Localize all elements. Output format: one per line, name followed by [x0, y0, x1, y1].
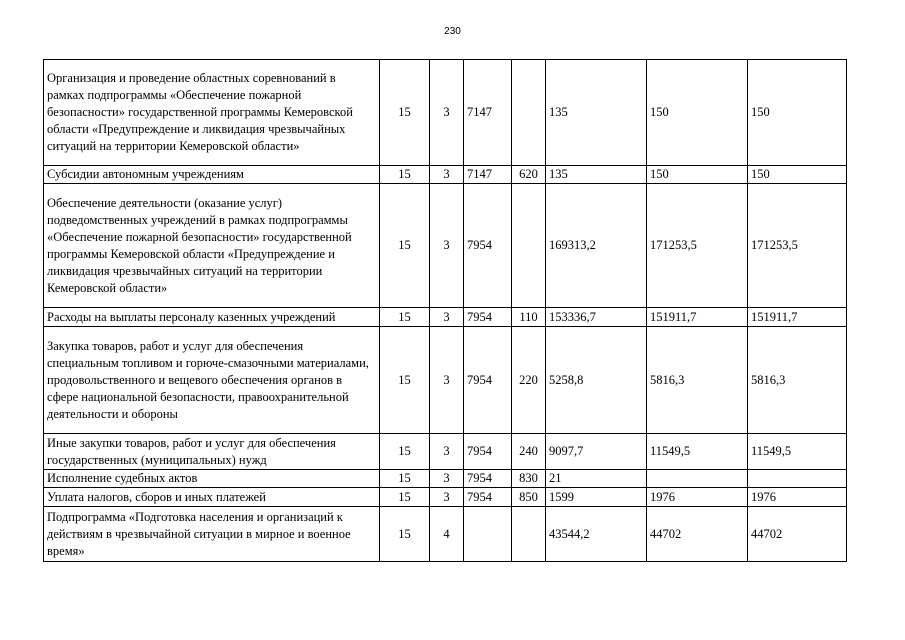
section-code: 3 — [430, 488, 464, 507]
section-code: 3 — [430, 327, 464, 434]
amount-year-1: 5258,8 — [546, 327, 647, 434]
amount-year-1: 153336,7 — [546, 308, 647, 327]
expense-type-code — [512, 60, 546, 166]
expense-type-code: 240 — [512, 434, 546, 470]
expense-type-code: 220 — [512, 327, 546, 434]
amount-year-2: 44702 — [647, 507, 748, 562]
ministry-code: 15 — [380, 184, 430, 308]
table-row — [44, 434, 847, 470]
amount-year-2: 150 — [647, 60, 748, 166]
target-article-code — [464, 507, 512, 562]
row-name: Иные закупки товаров, работ и услуг для обеспечения государственных (муниципальных) нужд — [44, 434, 380, 470]
amount-year-2 — [647, 470, 748, 488]
section-code: 3 — [430, 470, 464, 488]
row-name: Организация и проведение областных соревнований в рамках подпрограммы «Обеспечение пожарной безопасности» государственной программы Кемеровской области «Предупреждение и ликвидация чрезвычайных ситуаций на территории Кемеровской области» — [44, 60, 380, 166]
section-code: 3 — [430, 308, 464, 327]
row-name: Исполнение судебных актов — [44, 470, 380, 488]
amount-year-3: 1976 — [748, 488, 847, 507]
expense-type-code — [512, 507, 546, 562]
ministry-code: 15 — [380, 488, 430, 507]
expense-type-code — [512, 184, 546, 308]
amount-year-3: 171253,5 — [748, 184, 847, 308]
amount-year-1: 43544,2 — [546, 507, 647, 562]
target-article-code: 7954 — [464, 308, 512, 327]
row-name: Уплата налогов, сборов и иных платежей — [44, 488, 380, 507]
row-name: Подпрограмма «Подготовка населения и организаций к действиям в чрезвычайной ситуации в мирное и военное время» — [44, 507, 380, 562]
table-row — [44, 60, 847, 166]
section-code: 3 — [430, 60, 464, 166]
ministry-code: 15 — [380, 60, 430, 166]
expense-type-code: 620 — [512, 166, 546, 184]
amount-year-2: 171253,5 — [647, 184, 748, 308]
amount-year-1: 135 — [546, 166, 647, 184]
table-row — [44, 507, 847, 562]
ministry-code: 15 — [380, 327, 430, 434]
section-code: 4 — [430, 507, 464, 562]
amount-year-3: 11549,5 — [748, 434, 847, 470]
amount-year-1: 21 — [546, 470, 647, 488]
row-name: Расходы на выплаты персоналу казенных учреждений — [44, 308, 380, 327]
table-row — [44, 308, 847, 327]
table-row — [44, 184, 847, 308]
amount-year-2: 1976 — [647, 488, 748, 507]
table-row — [44, 327, 847, 434]
amount-year-3: 150 — [748, 166, 847, 184]
amount-year-3 — [748, 470, 847, 488]
expense-type-code: 830 — [512, 470, 546, 488]
expense-type-code: 850 — [512, 488, 546, 507]
page-number: 230 — [444, 26, 461, 37]
amount-year-3: 151911,7 — [748, 308, 847, 327]
target-article-code: 7147 — [464, 60, 512, 166]
amount-year-1: 169313,2 — [546, 184, 647, 308]
expense-type-code: 110 — [512, 308, 546, 327]
target-article-code: 7954 — [464, 184, 512, 308]
amount-year-3: 5816,3 — [748, 327, 847, 434]
amount-year-1: 1599 — [546, 488, 647, 507]
section-code: 3 — [430, 434, 464, 470]
amount-year-1: 135 — [546, 60, 647, 166]
row-name: Обеспечение деятельности (оказание услуг) подведомственных учреждений в рамках подпрограммы «Обеспечение пожарной безопасности» государственной программы Кемеровской области «Предупреждение и ликвидация чрезвычайных ситуаций на территории Кемеровской области» — [44, 184, 380, 308]
amount-year-3: 150 — [748, 60, 847, 166]
ministry-code: 15 — [380, 308, 430, 327]
target-article-code: 7147 — [464, 166, 512, 184]
amount-year-2: 11549,5 — [647, 434, 748, 470]
row-name: Закупка товаров, работ и услуг для обеспечения специальным топливом и горюче-смазочными материалами, продовольственного и вещевого обеспечения органов в сфере национальной безопасности, правоохранительной деятельности и обороны — [44, 327, 380, 434]
ministry-code: 15 — [380, 166, 430, 184]
row-name: Субсидии автономным учреждениям — [44, 166, 380, 184]
amount-year-3: 44702 — [748, 507, 847, 562]
budget-table — [43, 59, 847, 562]
table-row — [44, 470, 847, 488]
target-article-code: 7954 — [464, 470, 512, 488]
table-row — [44, 166, 847, 184]
amount-year-2: 151911,7 — [647, 308, 748, 327]
target-article-code: 7954 — [464, 434, 512, 470]
amount-year-2: 150 — [647, 166, 748, 184]
table-row — [44, 488, 847, 507]
amount-year-2: 5816,3 — [647, 327, 748, 434]
target-article-code: 7954 — [464, 327, 512, 434]
ministry-code: 15 — [380, 507, 430, 562]
ministry-code: 15 — [380, 470, 430, 488]
amount-year-1: 9097,7 — [546, 434, 647, 470]
target-article-code: 7954 — [464, 488, 512, 507]
section-code: 3 — [430, 166, 464, 184]
ministry-code: 15 — [380, 434, 430, 470]
section-code: 3 — [430, 184, 464, 308]
